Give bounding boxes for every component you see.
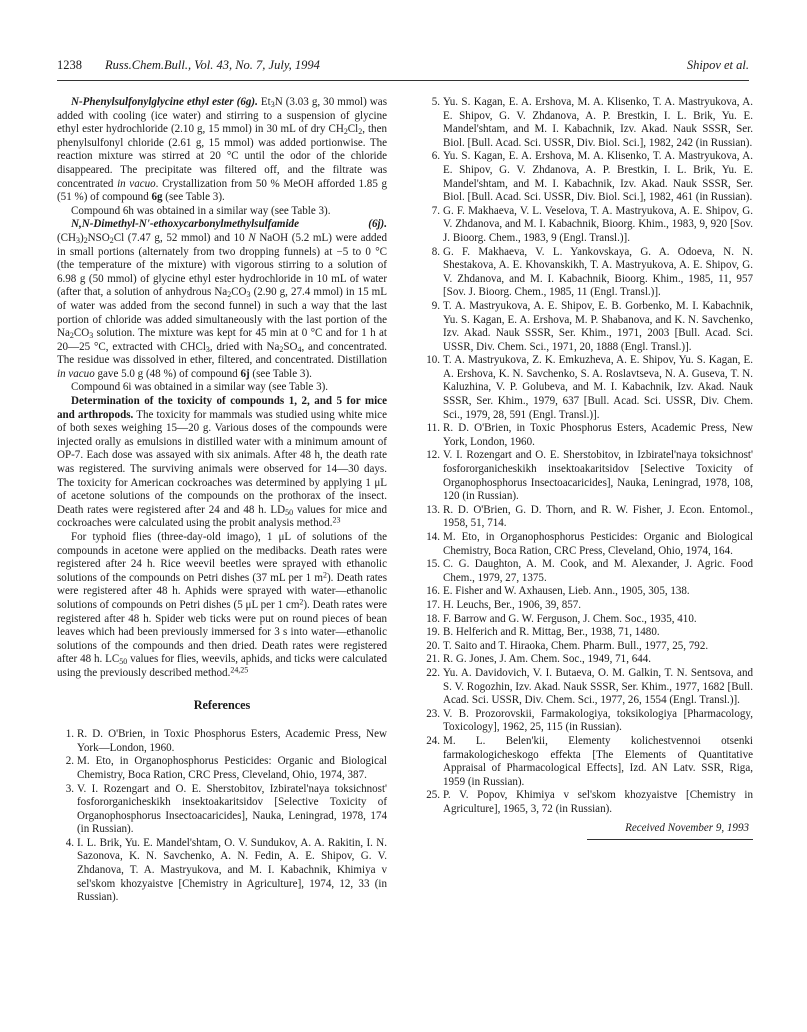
references-list-left [57,728,387,905]
reference-text: V. B. Prozorovskii, Farmakologiya, toksikologiya [Pharmacology, Toxicology], 1962, 25, 115 (in Russian). [443,707,753,734]
paragraph-6i: Compound 6i was obtained in a similar way (see Table 3). [71,381,329,394]
reference-number: 22. [426,666,440,679]
reference-number: 6. [431,150,440,163]
reference-item [57,837,387,905]
reference-text: Yu. S. Kagan, E. A. Ershova, M. A. Klisenko, T. A. Mastryukova, A. E. Shipov, G. V. Zhdanova, A. P. Brestkin, I. L. Brik, Yu. E. Mandel'shtam, and M. I. Kabachnik, Izv. Akad. Nauk SSSR, Ser. Biol. [Bull. Acad. Sci. USSR, Div. Biol. Sci.], 1982, 461 (in Russian). [443,150,753,204]
reference-item [57,755,387,782]
journal-citation: Russ.Chem.Bull., Vol. 43, No. 7, July, 1994 [105,58,320,72]
reference-text: F. Barrow and G. W. Ferguson, J. Chem. Soc., 1935, 410. [443,612,697,625]
reference-item [57,783,387,837]
reference-text: M. Eto, in Organophosphorus Pesticides: Organic and Biological Chemistry, Boca Ration, CRC Press, Cleveland, Ohio, 1974, 387. [77,755,387,781]
reference-item [423,585,753,599]
reference-number: 15. [426,558,440,571]
reference-item [423,735,753,789]
heading-toxicity: Determination of the toxicity of compounds 1, 2, and 5 for mice and arthropods. [57,395,387,421]
reference-text: R. D. O'Brien, in Toxic Phosphorus Esters, Academic Press, New York—London, 1960. [77,728,387,754]
reference-number: 3. [65,782,74,795]
reference-item [423,150,753,204]
reference-text: I. L. Brik, Yu. E. Mandel'shtam, O. V. Sundukov, A. A. Rakitin, I. N. Sazonova, K. N. Savchenko, A. N. Fedin, A. E. Shipov, G. V. Zhdanova, T. A. Mastryukova, and M. I. Kabachnik, Khimiya v sel'skom khozyaistve [Chemistry in Agriculture], 1974, 12, 33 (in Russian). [77,836,387,904]
reference-text: R. D. O'Brien, G. D. Thorn, and R. W. Fisher, J. Econ. Entomol., 1958, 51, 714. [443,503,753,530]
paragraph-6j: N,N-Dimethyl-N'-ethoxycarbonylmethylsulfamide (6j). $(CH_3)_2NSO_2Cl$ (7.47 g, 52 mmol) and 10 N NaOH (5.2 mL) were added in small portions (alternately from two dropping funnels) at −5 to 0 °C (the temperature of the mixture) with vigorous stirring to a solution of 6.98 g (50 mmol) of glycine ethyl ester hydrochloride in 10 mL of water (after that, a solution of anhydrous $Na_2CO_3$ (2.90 g, 27.4 mmol) in 15 mL of water was added from the second funnel) in such a way that the last portion of chloride was added simultaneously with the last portion of the $Na_2CO_3$ solution. The mixture was kept for 45 min at 0 °C and for 1 h at 20—25 °C, extracted with CHCl$_3$, dried with $Na_2SO_4$, and concentrated. The residue was dissolved in ether, filtered, and concentrated. Distillation in vacuo gave 5.0 g (48 %) of compound 6j (see Table 3). [57,218,387,380]
reference-item [423,558,753,585]
heading-6g: N-Phenylsulfonylglycine ethyl ester (6g). [71,96,258,108]
reference-number: 1. [65,728,74,741]
reference-item [423,449,753,503]
running-header [57,58,749,78]
reference-text: T. A. Mastryukova, A. E. Shipov, E. B. Gorbenko, M. I. Kabachnik, Yu. S. Kagan, E. A. Ershova, M. P. Shabanova, and K. N. Savchenko, Izv. Akad. Nauk SSSR, Ser. Khim., 1971, 2003 [Bull. Acad. Sci. USSR, Div. Chem. Sci., 1971, 20, 1888 (Engl. Transl.)]. [443,299,753,353]
reference-text: T. Saito and T. Hiraoka, Chem. Pharm. Bull., 1977, 25, 792. [443,639,709,652]
reference-number: 4. [65,836,74,849]
reference-text: P. V. Popov, Khimiya v sel'skom khozyaistve [Chemistry in Agriculture], 1965, 3, 72 (in Russian). [443,789,753,815]
reference-text: R. G. Jones, J. Am. Chem. Soc., 1949, 71, 644. [443,653,652,666]
reference-item [423,653,753,667]
reference-number: 18. [426,612,440,625]
reference-number: 5. [431,96,440,108]
reference-item [423,613,753,627]
reference-item [423,422,753,449]
references-heading: References [193,697,251,712]
references-list-right [423,96,753,816]
reference-text: H. Leuchs, Ber., 1906, 39, 857. [443,598,582,611]
reference-text: M. L. Belen'kii, Elementy kolichestvennoi otsenki farmakologicheskogo effekta [The Elements of Quantitative Appraisal of Pharmacological Effects], Izd. AN Latv. SSR, Riga, 1959 (in Russian). [443,734,753,788]
reference-number: 24. [426,734,440,747]
reference-number: 12. [426,449,440,462]
reference-number: 7. [431,204,440,217]
end-rule [587,839,753,840]
reference-number: 25. [426,789,440,802]
reference-item [423,300,753,354]
reference-item [423,205,753,246]
reference-number: 9. [431,299,440,312]
reference-text: G. F. Makhaeva, V. L. Veselova, T. A. Mastryukova, A. E. Shipov, G. V. Zhdanova, and M. I. Kabachnik, Bioorg. Khim., 1983, 9, 920 [Sov. J. Bioorg. Chem., 1983, 9 (Engl. Transl.)]. [443,204,753,244]
reference-text: V. I. Rozengart and O. E. Sherstobitov, Izbiratel'naya toksichnost' fosfororganicheskikh insektoakaritsidov [Selective Toxicity of Organophosphorus Insectoacaricides], Nauka, Leningrad, 1978, 174 (in Russian). [77,782,387,836]
reference-number: 13. [426,503,440,516]
reference-number: 8. [431,245,440,258]
reference-number: 2. [65,755,74,768]
reference-number: 20. [426,639,440,652]
reference-text: Yu. A. Davidovich, V. I. Butaeva, O. M. Galkin, T. N. Sentsova, and S. V. Rogozhin, Izv. Akad. Nauk SSSR, Ser. Khim., 1977, 1682 [Bull. Acad. Sci. USSR, Div. Chem. Sci., 1977, 26, 1554 (Engl. Transl.)]. [443,666,753,707]
reference-item [423,789,753,816]
reference-text: M. Eto, in Organophosphorus Pesticides: Organic and Biological Chemistry, Boca Ration, CRC Press, Cleveland, Ohio, 1974, 164. [443,531,753,557]
reference-text: V. I. Rozengart and O. E. Sherstobitov, in Izbiratel'naya toksichnost' fosfororganicheskikh insektoakaritsidov [Selective Toxicity of Organophosphorus Insectoacaricides], Nauka, Leningrad, 1978, 108, 120 (in Russian). [443,449,753,503]
reference-number: 17. [426,598,440,611]
right-column [423,96,753,840]
reference-item [423,531,753,558]
reference-item [57,728,387,755]
reference-item [423,246,753,300]
reference-number: 14. [426,531,440,543]
paragraph-6g: N-Phenylsulfonylglycine ethyl ester (6g). $Et_3N$ (3.03 g, 30 mmol) was added with cooling (ice water) and stirring to a suspension of glycine ethyl ester hydrochloride (2.10 g, 15 mmol) in 30 mL of dry $CH_2Cl_2$, then phenylsulfonyl chloride (2.61 g, 15 mmol) was added portionwise. The reaction mixture was stirred at 20 °C until the odor of the chloride disappeared. The precipitate was filtered off, and the filtrate was concentrated in vacuo. Crystallization from 50 % MeOH afforded 1.85 g (51 %) of compound 6g (see Table 3). [57,96,387,204]
reference-number: 23. [426,707,440,720]
reference-text: G. F. Makhaeva, V. L. Yankovskaya, G. A. Odoeva, N. N. Shestakova, A. E. Khovanskikh, T. A. Mastryukova, A. E. Shipov, G. V. Zhdanova, and M. I. Kabachnik, Bioorg. Khim., 1985, 11, 957 [Sov. J. Bioorg. Chem., 1985, 11 (Engl. Transl.)]. [443,245,753,299]
reference-item [423,640,753,654]
paragraph-6h: Compound 6h was obtained in a similar way (see Table 3). [71,204,331,217]
reference-item [423,504,753,531]
reference-number: 10. [426,354,440,367]
reference-text: T. A. Mastryukova, Z. K. Emkuzheva, A. E. Shipov, Yu. S. Kagan, E. A. Ershova, K. N. Savchenko, S. A. Roslavtseva, N. A. Guseva, T. N. Kaluzhina, V. P. Golubeva, and M. I. Kabachnik, Izv. Akad. Nauk SSSR, Ser. Khim., 1979, 637 [Bull. Acad. Sci. USSR, Div. Chem. Sci., 1979, 28, 591 (Engl. Transl.)]. [443,354,753,421]
reference-item [423,626,753,640]
paragraph-toxicity: Determination of the toxicity of compounds 1, 2, and 5 for mice and arthropods. The toxicity for mammals was studied using white mice of both sexes weighing 15—20 g. Various doses of the compounds were injected orally as emulsions in distilled water with a minimum amount of OP-7. Each dose was assayed with six animals. After 48 h, the death rate was registered. The surviving animals were observed for 14—30 days. The toxicity for American cockroaches was determined by applying 1 μL of acetone solutions of the compounds on the prothorax of the insect. Death rates were registered after 24 and 48 h. $LD_{50}$ values for mice and cockroaches were calculated using the probit analysis method.$^{23}$ [57,395,387,530]
running-author: Shipov et al. [686,58,749,72]
reference-item [423,354,753,422]
reference-number: 21. [426,653,440,666]
page-number: 1238 [57,58,82,72]
reference-number: 19. [426,626,440,639]
reference-text: C. G. Daughton, A. M. Cook, and M. Alexander, J. Agric. Food Chem., 1979, 27, 1375. [443,558,753,584]
reference-text: B. Helferich and R. Mittag, Ber., 1938, 71, 1480. [443,626,660,639]
reference-number: 11. [426,422,440,435]
reference-text: R. D. O'Brien, in Toxic Phosphorus Esters, Academic Press, New York, London, 1960. [443,422,753,448]
reference-item [423,667,753,708]
paragraph-insects: For typhoid flies (three-day-old imago), 1 μL of solutions of the compounds in acetone were applied on the medibacks. Death rates were registered after 24 h. Rice weevil beetles were sprayed with ethanolic solutions of the compounds on Petri dishes (37 mL per 1 $m^2$). Death rates were registered after 48 h. Aphids were sprayed with water—ethanolic solutions of compounds on Petri dishes (5 μL per 1 $cm^2$). Death rates were registered after 48 h. Spider web ticks were put on round pieces of bean leaves which had been previously immersed for 3 s into water—ethanolic solutions of the compounds and then dried. Death rates were registered after 48 h. $LC_{50}$ values for flies, weevils, aphids, and ticks were calculated using the previously described method.$^{24,25}$ [57,531,387,679]
reference-number: 16. [426,585,440,598]
reference-item [423,599,753,613]
reference-item [423,708,753,735]
reference-item [423,96,753,150]
heading-6j: N,N-Dimethyl-N'-ethoxycarbonylmethylsulfamide (6j). [71,218,387,231]
left-column [57,96,387,905]
reference-text: E. Fisher and W. Axhausen, Lieb. Ann., 1905, 305, 138. [443,585,690,598]
reference-text: Yu. S. Kagan, E. A. Ershova, M. A. Klisenko, T. A. Mastryukova, A. E. Shipov, G. V. Zhdanova, A. P. Brestkin, I. L. Brik, Yu. E. Mandel'shtam, and M. I. Kabachnik, Izv. Akad. Nauk SSSR, Ser. Biol. [Bull. Acad. Sci. USSR, Div. Biol. Sci.], 1982, 242 (in Russian). [443,96,753,149]
received-date: Received November 9, 1993 [625,822,749,835]
header-rule [57,80,749,81]
